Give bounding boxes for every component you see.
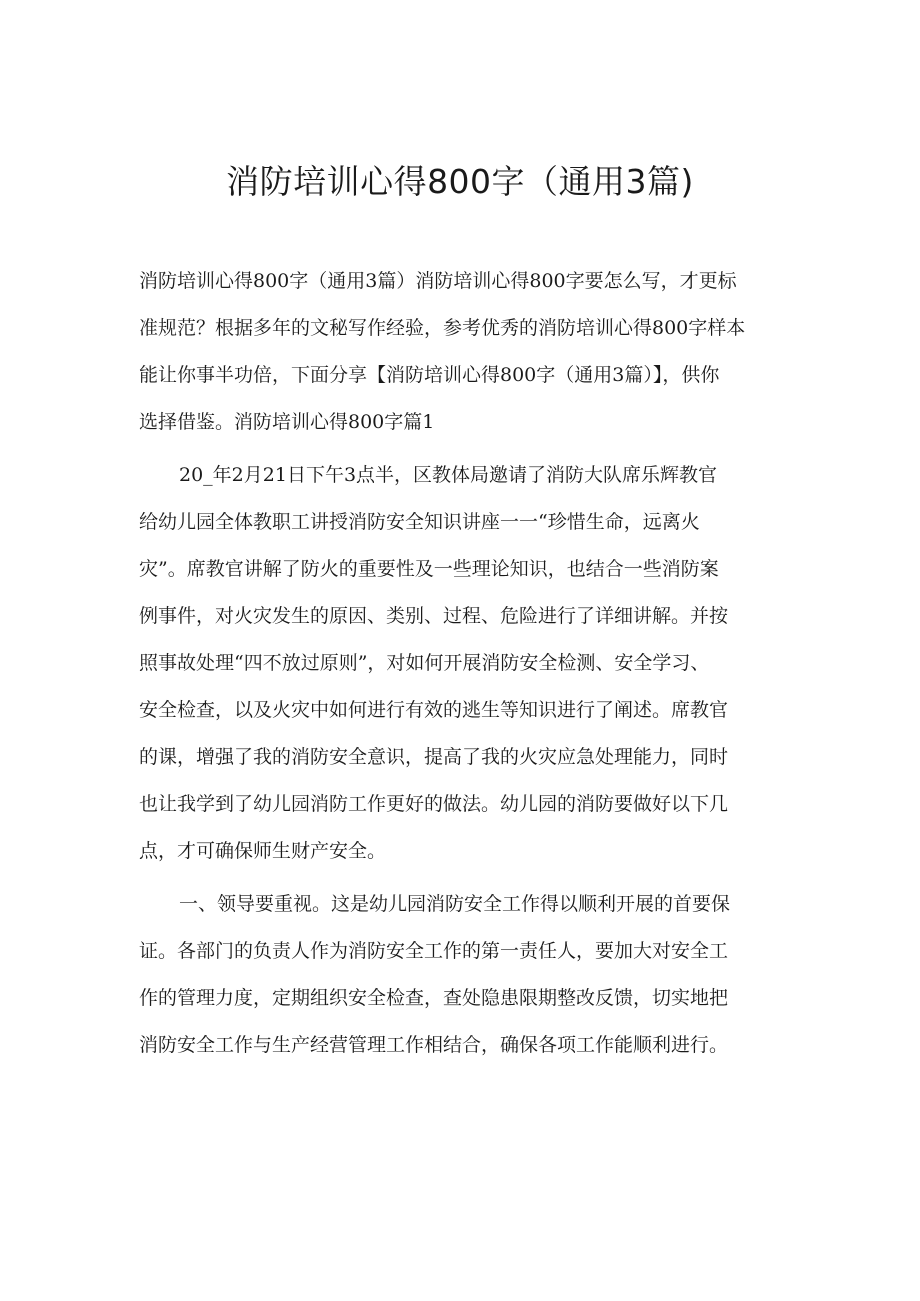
text-line: 的课，增强了我的消防安全意识，提高了我的火灾应急处理能力，同时 (139, 746, 729, 768)
paragraph-2 (139, 881, 779, 1069)
text-line: 20_年2月21日下午3点半，区教体局邀请了消防大队席乐辉教官 (179, 464, 718, 486)
document-title: 消防培训心得800字（通用3篇) (226, 162, 694, 201)
intro-paragraph (139, 258, 779, 446)
text-line: 消防安全工作与生产经营管理工作相结合，确保各项工作能顺利进行。 (139, 1034, 729, 1056)
text-line: 点，才可确保师生财产安全。 (139, 840, 387, 862)
text-line: 例事件，对火灾发生的原因、类别、过程、危险进行了详细讲解。并按 (139, 605, 729, 627)
text-line: 消防培训心得800字（通用3篇）消防培训心得800字要怎么写，才更标 (139, 270, 737, 292)
text-line: 准规范？根据多年的文秘写作经验，参考优秀的消防培训心得800字样本 (139, 317, 746, 339)
text-line: 能让你事半功倍，下面分享【消防培训心得800字（通用3篇）】，供你 (139, 364, 720, 386)
text-line: 安全检查，以及火灾中如何进行有效的逃生等知识进行了阐述。席教官 (139, 699, 729, 721)
text-line: 给幼儿园全体教职工讲授消防安全知识讲座一一“珍惜生命，远离火 (139, 511, 700, 533)
paragraph-1 (139, 452, 779, 875)
text-line: 也让我学到了幼儿园消防工作更好的做法。幼儿园的消防要做好以下几 (139, 793, 729, 815)
text-line: 照事故处理“四不放过原则”，对如何开展消防安全检测、安全学习、 (139, 652, 710, 674)
text-line: 灾”。席教官讲解了防火的重要性及一些理论知识，也结合一些消防案 (139, 558, 719, 580)
text-line: 作的管理力度，定期组织安全检查，查处隐患限期整改反馈，切实地把 (139, 987, 729, 1009)
text-line: 一、领导要重视。这是幼儿园消防安全工作得以顺利开展的首要保 (179, 893, 731, 915)
document-body (139, 258, 779, 1069)
text-line: 选择借鉴。消防培训心得800字篇1 (139, 411, 435, 433)
text-line: 证。各部门的负责人作为消防安全工作的第一责任人，要加大对安全工 (139, 940, 729, 962)
